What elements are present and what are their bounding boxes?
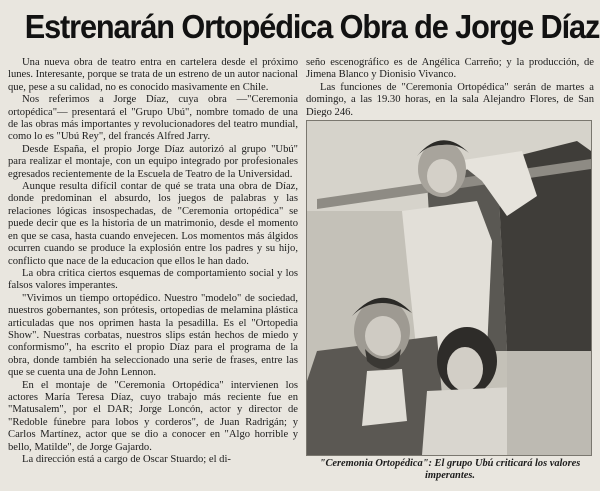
paragraph: Nos referimos a Jorge Díaz, cuya obra —"Ceremonia ortopédica"— presentará el "Grupo Ubú", nombre tomado de una de las obras más importantes y revolucionadores del teatro mundial, como lo es "Ubú Rey", del francés Alfred Jarry. bbox=[8, 94, 298, 143]
article-photo bbox=[306, 120, 592, 456]
article-right-column bbox=[306, 57, 594, 117]
photo-caption: "Ceremonia Ortopédica": El grupo Ubú criticará los valores imperantes. bbox=[319, 458, 581, 481]
paragraph: La dirección está a cargo de Oscar Stuardo; el di- bbox=[22, 454, 231, 465]
paragraph: La obra critica ciertos esquemas de comportamiento social y los falsos valores imperantes. bbox=[8, 267, 298, 292]
paragraph: En el montaje de "Ceremonia Ortopédica" intervienen los actores María Teresa Díaz, cuyo trabajo más reciente fue en "Matusalem", por el DAR; Jorge Loncón, actor y director de "Redoble fúnebre para lobos y corderos", de Juan Radrigán; y Carlos Martínez, actor que se dio a conocer en "Algo horrible y bello, Matilde", de Jorge Gajardo. bbox=[8, 379, 298, 453]
paragraph: Aunque resulta difícil contar de qué se trata una obra de Díaz, donde predominan el absurdo, los juegos de palabras y las relaciones lógicas insospechadas, de "Ceremonia ortopédica" se puede decir que es la historia de un matrimonio, desde el momento en que se casa, hasta cuando envejecen. Los momentos más álgidos ocurren cuando se produce la explosión entre los padres y su hijo, conflicto que nace de la educacion que ellos le han dado. bbox=[8, 181, 298, 267]
article-left-column bbox=[8, 57, 298, 489]
actors-photo-illustration bbox=[307, 121, 591, 455]
paragraph: Las funciones de "Ceremonia Ortopédica" serán de martes a domingo, a las 19.30 horas, en la sala Alejandro Flores, de San Diego 246. bbox=[306, 81, 594, 117]
paragraph: seño escenográfico es de Angélica Carreño; y la producción, de Jimena Blanco y Dionisio Vivanco. bbox=[306, 57, 594, 81]
paragraph: Una nueva obra de teatro entra en cartelera desde el próximo lunes. Interesante, porque se trata de un estreno de un autor nacional que, pese a su calidad, no es conocido masivamente en Chile. bbox=[8, 57, 298, 93]
paragraph: "Vivimos un tiempo ortopédico. Nuestro "modelo" de sociedad, nuestros gobernantes, son prótesis, ortopedias de melamina plástica articuladas que nos oprimen hasta la pesadilla. Es el "Ortopedia Show". Nuestras corbatas, nuestros slips están hechos de miedo y conformismo", ha escrito el propio Díaz para el programa de la obra, donde también ha seleccionado una serie de frases, entre las que se cuenta una de John Lennon. bbox=[8, 292, 298, 379]
headline: Estrenarán Ortopédica Obra de Jorge Díaz bbox=[24, 8, 600, 45]
paragraph: Desde España, el propio Jorge Díaz autorizó al grupo "Ubú" para realizar el montaje, con un equipo integrado por profesionales egresados recientemente de la Escuela de Teatro de la Universidad. bbox=[8, 143, 298, 180]
